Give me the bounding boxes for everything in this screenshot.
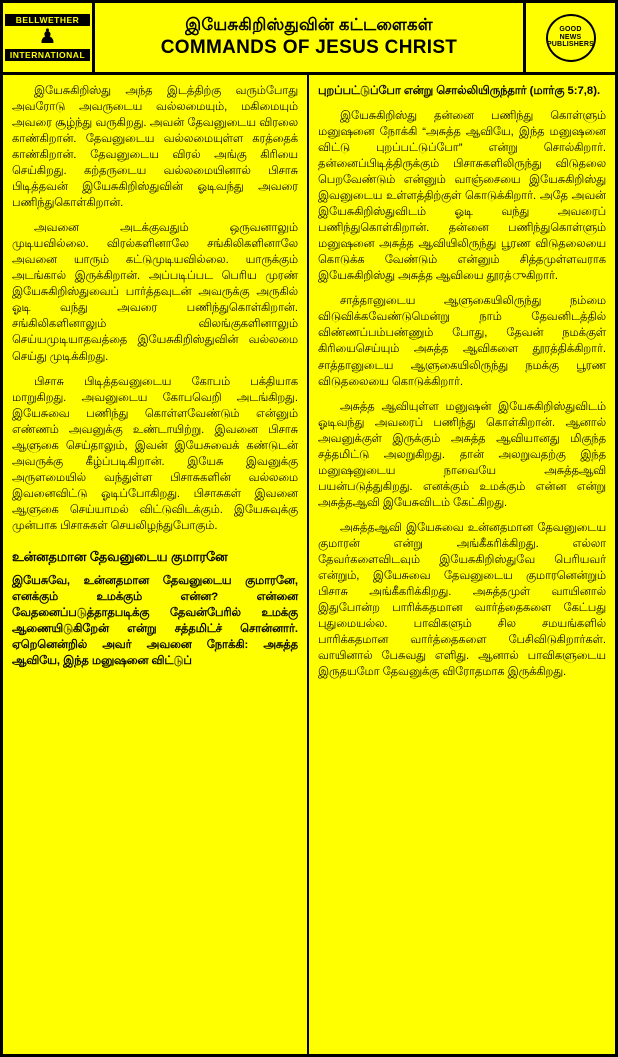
verse-reference: (மார்கு 5:7,8).: [529, 85, 601, 97]
paragraph: அசுத்த ஆவியுள்ள மனுஷன் இயேசுகிறிஸ்துவிடம் ஓடிவந்து அவரைப் பணிந்து கொள்கிறான். ஆனால் அவனுக்குள் இருக்கும் அசுத்த ஆவியானது மிகுந்த சத்தமிட்டு அலறுகிறது. தான் அலறுவதற்கு இந்த மனுஷனுடைய நாவையே அசுத்தஆவி பயன்படுத்துகிறது. எனக்கும் உமக்கும் என்ன என்று அசுத்தஆவி இயேசுவிடம் கேட்கிறது.: [318, 400, 606, 509]
page-title-tamil: இயேசுகிறிஸ்துவின் கட்டளைகள்: [185, 15, 433, 34]
logo-line-bellwether: BELLWETHER: [5, 14, 90, 26]
right-column: [309, 75, 615, 1054]
content-body: [3, 75, 615, 1054]
logo-line-good: GOOD: [559, 26, 582, 34]
page-title-english: COMMANDS OF JESUS CHRIST: [160, 37, 458, 59]
lead-quote-text: புறப்பட்டுப்போ என்று சொல்லியிருந்தார்: [318, 85, 527, 97]
logo-oval-shape: [546, 14, 596, 62]
left-column: [3, 75, 309, 1054]
logo-line-news: NEWS: [559, 33, 582, 41]
logo-line-international: INTERNATIONAL: [5, 49, 90, 61]
paragraph: பிசாசு பிடித்தவனுடைய கோபம் பக்தியாக மாறுகிறது. அவனுடைய கோபவெறி அடங்கிறது. இயேசுவை பணிந்து கொள்ளவேண்டும் என்னும் எண்ணம் அவனுக்கு உண்டாயிற்று. இவனை பிசாசு ஆளுகை செய்தாலும், இவன் இயேசுவைக் கண்டுடன் அவருக்கு கீழ்ப்படிகிறான். இயேசு இவனுக்கு அருளமையில் வந்துள்ள பிசாசுகளின் வல்லமை இவனைவிட்டு ஓடிப்போகிறது. பிசாசுகள் இவனை ஆளுகை செய்யாமல் விட்டுவிடக்கும். இயேசுவுக்கு முன்பாக பிசாசுகள் செயலிழந்துபோகும்.: [12, 375, 298, 532]
page-header: [3, 3, 615, 75]
bellwether-international-logo: [3, 3, 95, 72]
paragraph: அவனை அடக்குவதும் ஒருவனாலும் முடியவில்லை. விரல்களினாலே சங்கிலிகளினாலே அவனை யாரும் கட்டுமுடியவில்லை. யாருக்கும் அடங்கால் இருக்கிறான். அப்படிப்பட பெரிய முரண் இயேசுகிறிஸ்துவைப் பார்த்தவுடன் அவருக்கு அருகில் ஓடி வந்து அவரை பணிந்துகொள்கிறான். சங்கிலிகளினாலும் விலங்குகளினாலும் செய்யமுடியாதவத்தை இயேசுகிறிஸ்துவின் வல்லமை செய்து முடிக்கிறது.: [12, 222, 298, 363]
paragraph: சாத்தானுடைய ஆளுகையிலிருந்து நம்மை விடுவிக்கவேண்டுமென்று நாம் தேவனிடத்தில் விண்ணப்பம்பண்ணும் போது, தேவன் நமக்குள் கிரியைசெய்யும் அசுத்த ஆவிகளை தூரத்திக்கிறார். சாத்தானுடைய ஆளுகையிலிருந்து நமக்கு பூரண விடுதலையை கொடுக்கிறார்.: [318, 295, 606, 388]
paragraph: அசுத்தஆவி இயேசுவை உன்னதமான தேவனுடைய குமாரன் என்று அங்கீகரிக்கிறது. எல்லா தேவர்களைவிடவும் இயேசுகிறிஸ்துவே பெரியவர் என்றும், இயேசுவை தேவனுடைய குமாரனென்றும் பிசாசு அங்கீகரிக்கிறது. அசுத்தமுள் வாயினால் இதுபோன்ற பாரிக்கதமான வார்த்தைகளை கேட்பது புதுமையல்ல. பாவிகளும் சில சமயங்களில் பாரிக்கதமான வார்த்தைகளை பேசிவிடுகிறார்கள். வாயினால் பேசுவது எளிது. ஆனால் பாவிகளுடைய இருதயமோ தேவனுக்கு விரோதமாக இருக்கிறது.: [318, 521, 606, 679]
paragraph-bold: இயேசுவே, உன்னதமான தேவனுடைய குமாரனே, எனக்கும் உமக்கும் என்ன? என்னை வேதனைப்படுத்தாதபடிக்கு தேவன்பேரில் உமக்கு ஆணையிடுகிறேன் என்று சத்தமிட்ச் சொன்னார். ஏறெனென்றில் அவர் அவனை நோக்கி: அசுத்த ஆவியே, இந்த மனுஷனை விட்டுப்: [12, 575, 298, 668]
ram-emblem-icon: ♟: [38, 26, 57, 48]
page-title: [95, 3, 523, 72]
logo-line-publishers: PUBLISHERS: [546, 41, 595, 49]
paragraph: இயேசுகிறிஸ்து தன்னை பணிந்து கொள்ளும் மனுஷனை நோக்கி “அசுத்த ஆவியே, இந்த மனுஷனை விட்டு புறப்பட்டுப்போ” என்று சொல்கிறார். தன்னைப்பிடித்திருக்கும் பிசாசுகளிலிருந்து விடுதலை பெறவேண்டும் என்னும் வாஞ்சையை இயேசுகிறிஸ்து இவனுடைய உள்ளத்திற்குள் கொடுக்கிறார். அதே அவன் இயேசுகிறிஸ்துவிடம் ஓடி வந்து அவரைப் பணிந்துகொள்கிறான். தன்னை பணிந்துகொள்ளும் மனுஷனை அசுத்த ஆவியிலிருந்து பூரண விடுதலையை கொடுக்க வேண்டும் என்னும் சித்தமுள்ளவராக இயேசுகிறிஸ்து அசுத்த ஆவியை தூரத்ுகிறார்.: [318, 110, 606, 283]
lead-quote: [318, 83, 606, 99]
paragraph: இயேசுகிறிஸ்து அந்த இடத்திற்கு வரும்போது அவரோடு அவருடைய வல்லமையும், மகிமையும் அவரை சூழ்ந்து வருகிறது. அவன் தேவனுடைய விரலை காண்கிறான். தேவனுடைய வல்லமையுள்ள கரத்தைக் காண்கிறான். தேவனுடைய விரல் அங்கு கிரியை செய்கிறது. கற்தருடைய வல்லமையினால் பிசாசு பிடித்தவன் இயேசுகிறிஸ்துவின் ஓடிவந்து அவரை பணிந்துகொள்கிறான்.: [12, 85, 298, 210]
section-subheading: உன்னதமான தேவனுடைய குமாரனே: [12, 548, 228, 564]
good-news-publishers-logo: [523, 3, 615, 72]
